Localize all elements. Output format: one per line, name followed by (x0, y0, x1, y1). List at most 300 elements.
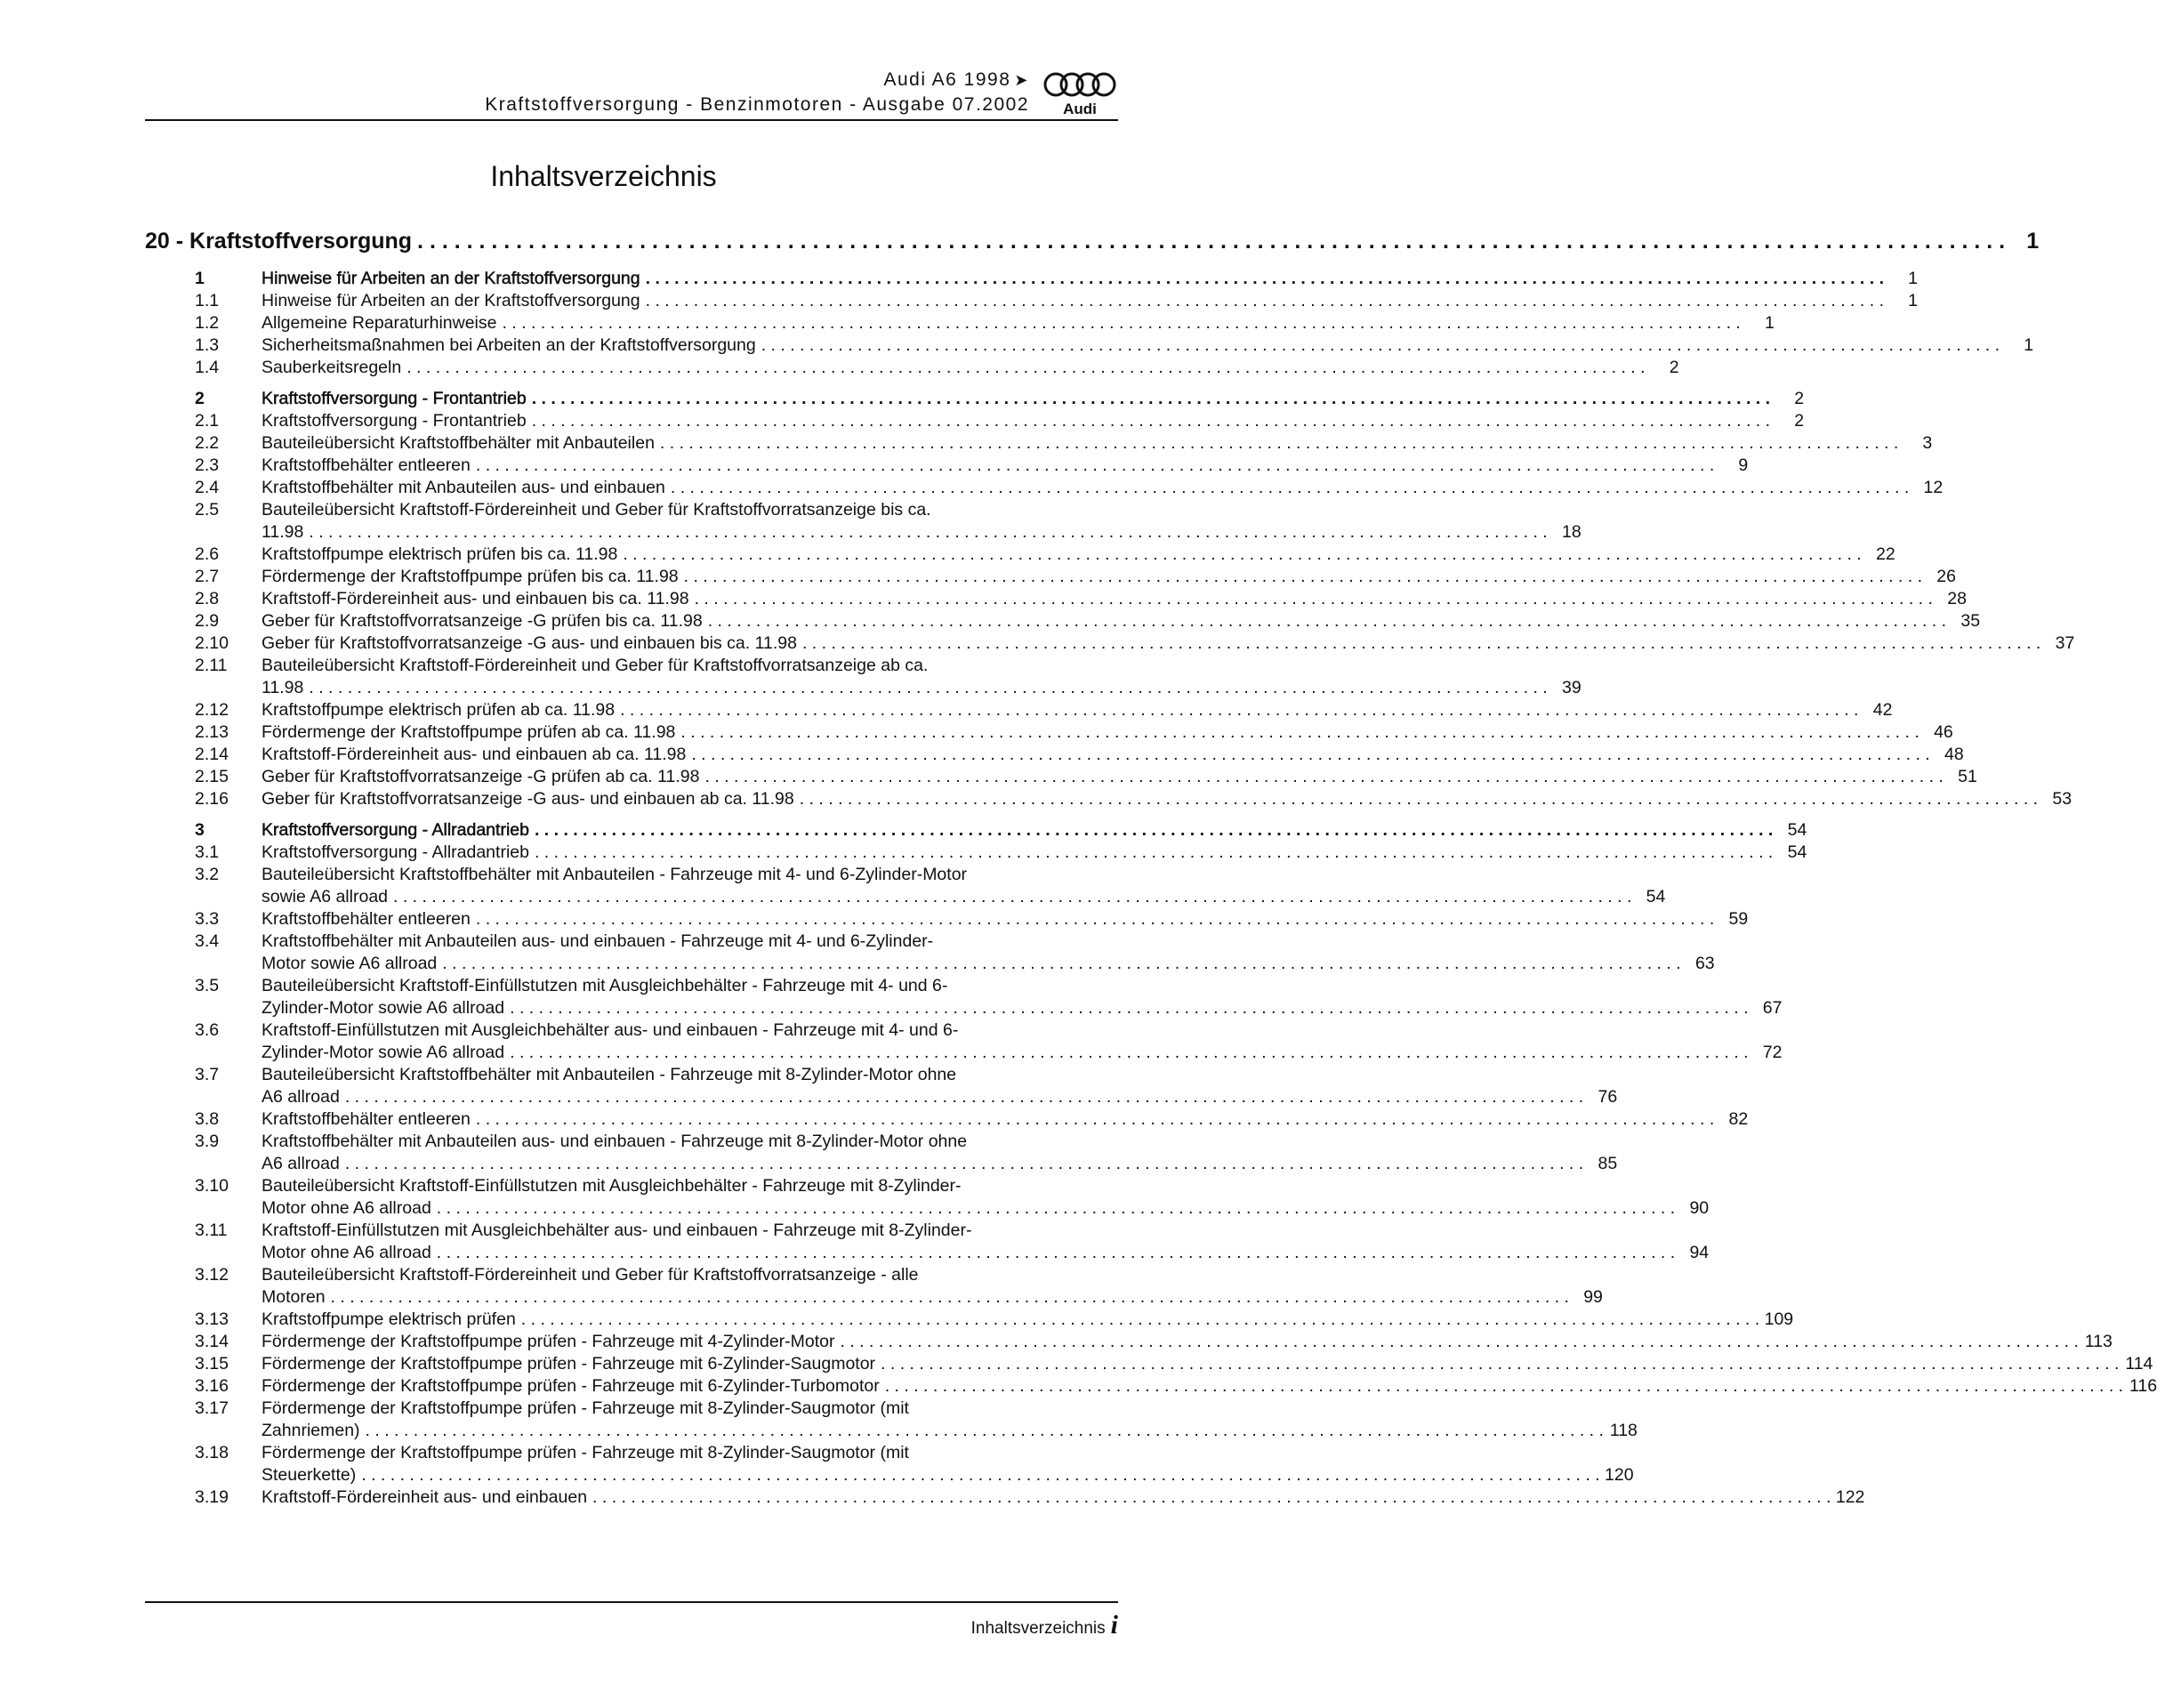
entry-last-line (262, 1464, 1634, 1486)
entry-body (262, 610, 1980, 632)
entry-title-line: Bauteileübersicht Kraftstoff-Fördereinheit und Geber für Kraftstoffvorratsanzeige - alle (262, 1265, 919, 1285)
dot-leader (535, 842, 1773, 864)
entry-page: 26 (1936, 567, 1956, 586)
toc-entry[interactable] (145, 1175, 1710, 1220)
entry-last-line (262, 455, 1748, 477)
entry-number: 2.7 (195, 567, 220, 586)
entry-title-line: Kraftstoff-Fördereinheit aus- und einbauen (262, 1487, 588, 1507)
entry-page: 90 (1689, 1198, 1710, 1218)
entry-page: 1 (1908, 291, 1918, 310)
toc-section[interactable] (145, 268, 1918, 290)
entry-number: 3.8 (195, 1109, 220, 1129)
entry-body (262, 1486, 1864, 1509)
entry-page: 2 (1794, 389, 1805, 408)
entry-last-line (262, 290, 1918, 312)
audi-logo (1042, 69, 1118, 121)
entry-page: 99 (1583, 1287, 1603, 1307)
entry-last-line (262, 1486, 1864, 1509)
entry-number: 1 (195, 269, 205, 288)
entry-page: 46 (1934, 722, 1953, 742)
entry-title-line: Kraftstoffbehälter entleeren (262, 1109, 471, 1129)
entry-page: 18 (1562, 522, 1582, 542)
entry-title-line: Bauteileübersicht Kraftstoff-Einfüllstutzen mit Ausgleichbehälter - Fahrzeuge mit 4- und 6- (262, 976, 948, 995)
toc-entry[interactable] (145, 632, 2075, 655)
toc-entry[interactable] (145, 1375, 2157, 1398)
entry-title-line: Fördermenge der Kraftstoffpumpe prüfen - Fahrzeuge mit 4-Zylinder-Motor (262, 1332, 835, 1351)
entry-title-line: A6 allroad (262, 1154, 340, 1173)
entry-page: 54 (1787, 842, 1807, 862)
toc-entry[interactable] (145, 455, 1749, 477)
entry-page: 59 (1728, 909, 1749, 929)
entry-body (262, 290, 1918, 312)
toc-section[interactable] (145, 388, 1805, 410)
toc-entry[interactable] (145, 290, 1918, 312)
entry-body (262, 788, 2072, 810)
entry-last-line (262, 788, 2072, 810)
entry-title-line: Zahnriemen) (262, 1421, 360, 1440)
entry-number: 2.8 (195, 589, 220, 608)
entry-body (262, 1064, 1617, 1108)
entry-title-line: Kraftstoffversorgung - Allradantrieb (262, 820, 529, 840)
entry-number: 3.14 (195, 1332, 229, 1351)
entry-number: 3.7 (195, 1065, 220, 1084)
toc-entry[interactable] (145, 864, 1666, 908)
entry-body (262, 334, 2033, 357)
entry-page: 39 (1562, 678, 1582, 697)
entry-last-line (262, 721, 1953, 744)
entry-body (262, 655, 1582, 699)
entry-body (262, 1353, 2153, 1375)
entry-last-line (262, 997, 1782, 1019)
entry-last-line (262, 842, 1807, 864)
entry-page: 1 (1908, 269, 1918, 288)
toc-entry[interactable] (145, 477, 1944, 499)
entry-title-line: Zylinder-Motor sowie A6 allroad (262, 1043, 505, 1062)
entry-last-line (262, 886, 1665, 908)
entry-number: 2 (195, 389, 205, 408)
header-model: Audi A6 1998 (883, 69, 1011, 90)
toc-entry[interactable] (145, 1486, 1865, 1509)
footer-divider (145, 1601, 1118, 1603)
entry-title-line: Geber für Kraftstoffvorratsanzeige -G aus- und einbauen bis ca. 11.98 (262, 633, 797, 653)
entry-title-line: Bauteileübersicht Kraftstoff-Fördereinheit und Geber für Kraftstoffvorratsanzeige ab ca. (262, 656, 929, 675)
dot-leader (620, 699, 1858, 721)
entry-page: 118 (1609, 1421, 1638, 1440)
toc-entry[interactable] (145, 788, 2072, 810)
entry-body (262, 268, 1918, 290)
toc-entry[interactable] (145, 842, 1807, 864)
entry-title-line: Bauteileübersicht Kraftstoffbehälter mit Anbauteilen (262, 433, 655, 453)
entry-title-line: Geber für Kraftstoffvorratsanzeige -G prüfen bis ca. 11.98 (262, 611, 703, 631)
entry-last-line (262, 1286, 1603, 1309)
entry-body (262, 1442, 1634, 1486)
entry-last-line (262, 268, 1918, 290)
entry-title-line: Fördermenge der Kraftstoffpumpe prüfen - Fahrzeuge mit 6-Zylinder-Saugmotor (262, 1354, 876, 1374)
toc-entry[interactable] (145, 544, 1895, 566)
toc-section[interactable] (145, 819, 1807, 842)
entry-page: 9 (1738, 455, 1749, 475)
entry-title-line: Allgemeine Reparaturhinweise (262, 313, 497, 333)
toc-entry[interactable] (145, 1353, 2153, 1375)
entry-last-line (262, 819, 1807, 842)
entry-title-line: Zylinder-Motor sowie A6 allroad (262, 998, 505, 1018)
toc-entry[interactable] (145, 1331, 2113, 1353)
entry-number: 3.12 (195, 1265, 229, 1285)
entry-body (262, 388, 1804, 410)
toc-entry[interactable] (145, 908, 1749, 931)
entry-number: 2.3 (195, 455, 220, 475)
entry-number: 3.1 (195, 842, 220, 862)
entry-page: 76 (1598, 1087, 1618, 1107)
entry-title-line: Bauteileübersicht Kraftstoffbehälter mit Anbauteilen - Fahrzeuge mit 8-Zylinder-Motor ohne (262, 1065, 957, 1084)
dot-leader (646, 268, 1884, 290)
entry-number: 2.16 (195, 789, 229, 809)
page-footer (971, 1610, 1118, 1640)
entry-last-line (262, 1108, 1748, 1131)
toc-entry[interactable] (145, 610, 1981, 632)
entry-title-line: Motor ohne A6 allroad (262, 1198, 431, 1218)
dot-leader (841, 1331, 2079, 1353)
entry-title-line: Kraftstoffpumpe elektrisch prüfen bis ca. 11.98 (262, 544, 618, 564)
entry-title-line: Fördermenge der Kraftstoffpumpe prüfen - Fahrzeuge mit 8-Zylinder-Saugmotor (mit (262, 1398, 909, 1418)
header-divider (145, 119, 1118, 121)
entry-page: 67 (1762, 998, 1783, 1018)
entry-number: 2.14 (195, 745, 229, 764)
dot-leader (695, 588, 1933, 610)
entry-page: 54 (1646, 887, 1666, 906)
entry-title-line: Steuerkette) (262, 1465, 357, 1485)
toc-entry[interactable] (145, 655, 1582, 699)
entry-page: 109 (1764, 1309, 1794, 1329)
entry-body (262, 766, 1977, 788)
toc-entry[interactable] (145, 1108, 1749, 1131)
entry-body (262, 632, 2074, 655)
dot-leader (476, 455, 1714, 477)
entry-last-line (262, 432, 1932, 455)
toc-entry[interactable] (145, 1264, 1603, 1309)
entry-last-line (262, 477, 1943, 499)
toc-entry[interactable] (145, 410, 1805, 432)
entry-body (262, 1175, 1709, 1220)
entry-page: 114 (2125, 1354, 2153, 1374)
entry-title-line: Motor ohne A6 allroad (262, 1243, 431, 1262)
dot-leader (708, 610, 1946, 632)
entry-title-line: Kraftstoffbehälter entleeren (262, 909, 471, 929)
entry-title-line: Kraftstoffpumpe elektrisch prüfen (262, 1309, 516, 1329)
toc-chapter[interactable] (145, 229, 2040, 259)
entry-title-line: Kraftstoffpumpe elektrisch prüfen ab ca. 11.98 (262, 700, 616, 720)
entry-number: 3.4 (195, 931, 220, 951)
dot-leader (331, 1286, 1569, 1309)
entry-last-line (262, 677, 1582, 699)
entry-last-line (262, 588, 1967, 610)
entry-title-line: Kraftstoffbehälter entleeren (262, 455, 471, 475)
toc-entry[interactable] (145, 766, 1977, 788)
table-of-contents (145, 229, 2157, 1509)
entry-last-line (262, 388, 1804, 410)
entry-body (262, 1108, 1748, 1131)
entry-body (262, 975, 1782, 1019)
dot-leader (309, 677, 1547, 699)
entry-body (262, 499, 1582, 544)
entry-last-line (262, 744, 1964, 766)
entry-body (262, 1264, 1603, 1309)
toc-entry[interactable] (145, 931, 1715, 975)
entry-last-line (262, 699, 1892, 721)
entry-title-line: Fördermenge der Kraftstoffpumpe prüfen - Fahrzeuge mit 8-Zylinder-Saugmotor (mit (262, 1443, 909, 1462)
entry-page: 37 (2055, 633, 2075, 653)
dot-leader (592, 1486, 1831, 1509)
dot-leader (680, 721, 1919, 744)
header-subtitle: Kraftstoffversorgung - Benzinmotoren - Ausgabe 07.2002 (485, 94, 1029, 115)
entry-number: 1.2 (195, 313, 220, 333)
dot-leader (881, 1353, 2119, 1375)
dot-leader (417, 229, 2005, 254)
toc-entry[interactable] (145, 1131, 1618, 1175)
entry-number: 3.13 (195, 1309, 229, 1329)
chapter-title: 20 - Kraftstoffversorgung (145, 229, 413, 254)
dot-leader (476, 908, 1714, 931)
entry-last-line (262, 908, 1748, 931)
dot-leader (437, 1197, 1675, 1220)
entry-title-line: sowie A6 allroad (262, 887, 389, 906)
entry-last-line (262, 566, 1956, 588)
entry-title-line: Geber für Kraftstoffvorratsanzeige -G prüfen ab ca. 11.98 (262, 767, 700, 786)
entry-title-line: Kraftstoff-Einfüllstutzen mit Ausgleichbehälter aus- und einbauen - Fahrzeuge mit 4- und 6- (262, 1020, 959, 1040)
entry-page: 85 (1598, 1154, 1618, 1173)
entry-body (262, 1309, 1793, 1331)
entry-page: 82 (1728, 1109, 1749, 1129)
entry-page: 28 (1947, 589, 1967, 608)
entry-body (262, 1375, 2157, 1398)
entry-page: 1 (1764, 313, 1775, 333)
entry-last-line (262, 1242, 1709, 1264)
entry-body (262, 357, 1679, 379)
entry-number: 2.1 (195, 411, 220, 431)
dot-leader (623, 544, 1861, 566)
entry-last-line (262, 357, 1679, 379)
entry-number: 2.2 (195, 433, 220, 453)
entry-page: 63 (1694, 954, 1715, 973)
toc-entry[interactable] (145, 1309, 1794, 1331)
entry-page: 53 (2052, 789, 2072, 809)
entry-body (262, 699, 1892, 721)
entry-last-line (262, 334, 2033, 357)
dot-leader (437, 1242, 1675, 1264)
toc-entry[interactable] (145, 744, 1964, 766)
entry-number: 2.12 (195, 700, 229, 720)
entry-body (262, 588, 1967, 610)
entry-page: 12 (1923, 478, 1944, 497)
arrow-right-icon: ➤ (1014, 71, 1029, 89)
dot-leader (521, 1309, 1759, 1331)
dot-leader (366, 1420, 1604, 1442)
dot-leader (532, 388, 1770, 410)
dot-leader (510, 997, 1748, 1019)
dot-leader (309, 521, 1547, 544)
entry-number: 3.2 (195, 865, 220, 884)
entry-number: 3 (195, 820, 205, 840)
dot-leader (885, 1375, 2123, 1398)
dot-leader (691, 744, 1929, 766)
dot-leader (704, 766, 1943, 788)
dot-leader (442, 953, 1680, 975)
entry-number: 3.16 (195, 1376, 229, 1396)
entry-title-line: Kraftstoffversorgung - Frontantrieb (262, 389, 527, 408)
footer-label: Inhaltsverzeichnis (970, 1619, 1106, 1638)
entry-last-line (262, 410, 1804, 432)
entry-page: 120 (1605, 1465, 1634, 1485)
entry-last-line (262, 1153, 1617, 1175)
toc-entry[interactable] (145, 699, 1893, 721)
header-model-line (883, 69, 1029, 91)
entry-title-line: A6 allroad (262, 1087, 340, 1107)
entry-number: 2.11 (195, 656, 228, 675)
entry-title-line: Fördermenge der Kraftstoffpumpe prüfen bis ca. 11.98 (262, 567, 679, 586)
entry-number: 3.6 (195, 1020, 220, 1040)
toc-entry[interactable] (145, 499, 1582, 544)
dot-leader (502, 312, 1740, 334)
entry-body (262, 1398, 1638, 1442)
entry-body (262, 744, 1964, 766)
entry-body (262, 842, 1807, 864)
toc-entry[interactable] (145, 975, 1783, 1019)
entry-body (262, 864, 1665, 908)
entry-body (262, 410, 1804, 432)
entry-body (262, 477, 1943, 499)
entry-last-line (262, 610, 1980, 632)
entry-number: 3.11 (195, 1221, 228, 1240)
entry-last-line (262, 1375, 2157, 1398)
entry-page: 48 (1944, 745, 1964, 764)
entry-last-line (262, 544, 1895, 566)
entry-body (262, 1131, 1617, 1175)
entry-page: 116 (2129, 1376, 2157, 1396)
entry-number: 3.18 (195, 1443, 229, 1462)
entry-title-line: Kraftstoffversorgung - Frontantrieb (262, 411, 527, 431)
entry-last-line (262, 1197, 1709, 1220)
dot-leader (510, 1042, 1748, 1064)
toc-entry[interactable] (145, 334, 2034, 357)
dot-leader (535, 819, 1773, 842)
entry-last-line (262, 1086, 1617, 1108)
entry-last-line (262, 1331, 2113, 1353)
entry-number: 2.10 (195, 633, 229, 653)
entry-title-line: 11.98 (262, 522, 304, 542)
entry-number: 1.4 (195, 358, 220, 377)
dot-leader (671, 477, 1909, 499)
entry-body (262, 819, 1807, 842)
entry-body (262, 931, 1715, 975)
entry-page: 113 (2084, 1332, 2113, 1351)
toc-entry[interactable] (145, 1442, 1634, 1486)
entry-body (262, 908, 1748, 931)
entry-title-line: Kraftstoffversorgung - Allradantrieb (262, 842, 529, 862)
entry-title-line: Kraftstoff-Einfüllstutzen mit Ausgleichbehälter aus- und einbauen - Fahrzeuge mit 8-Zylinder- (262, 1221, 972, 1240)
entry-body (262, 544, 1895, 566)
dot-leader (476, 1108, 1714, 1131)
footer-page-marker: i (1110, 1610, 1118, 1640)
entry-body (262, 566, 1956, 588)
dot-leader (646, 290, 1884, 312)
dot-leader (361, 1464, 1599, 1486)
entry-page: 42 (1872, 700, 1893, 720)
entry-title-line: Bauteileübersicht Kraftstoff-Einfüllstutzen mit Ausgleichbehälter - Fahrzeuge mit 8-Zylinder- (262, 1176, 962, 1196)
entry-title-line: Fördermenge der Kraftstoffpumpe prüfen ab ca. 11.98 (262, 722, 676, 742)
entry-body (262, 1220, 1709, 1264)
entry-page: 122 (1835, 1487, 1865, 1507)
toc-entry[interactable] (145, 1398, 1638, 1442)
entry-number: 3.3 (195, 909, 220, 929)
toc-entry[interactable] (145, 1019, 1783, 1064)
entry-title-line: Motor sowie A6 allroad (262, 954, 438, 973)
dot-leader (761, 334, 2000, 357)
entry-last-line (262, 953, 1715, 975)
entry-last-line (262, 1309, 1793, 1331)
entry-last-line (262, 1042, 1782, 1064)
entry-page: 35 (1960, 611, 1981, 631)
entry-last-line (262, 312, 1775, 334)
toc-entry[interactable] (145, 566, 1956, 588)
entry-title-line: Bauteileübersicht Kraftstoff-Fördereinheit und Geber für Kraftstoffvorratsanzeige bis ca. (262, 500, 931, 520)
entry-last-line (262, 1353, 2153, 1375)
dot-leader (345, 1153, 1583, 1175)
entry-page: 72 (1762, 1043, 1783, 1062)
entry-number: 3.9 (195, 1132, 220, 1151)
entry-number: 1.3 (195, 335, 220, 355)
dot-leader (660, 432, 1898, 455)
entry-title-line: Fördermenge der Kraftstoffpumpe prüfen - Fahrzeuge mit 6-Zylinder-Turbomotor (262, 1376, 880, 1396)
entry-page: 3 (1922, 433, 1933, 453)
entry-number: 3.17 (195, 1398, 229, 1418)
entry-number: 2.6 (195, 544, 220, 564)
entry-last-line (262, 632, 2074, 655)
dot-leader (345, 1086, 1583, 1108)
toc-entry[interactable] (145, 312, 1775, 334)
entry-title-line: Hinweise für Arbeiten an der Kraftstoffversorgung (262, 269, 640, 288)
entry-number: 3.5 (195, 976, 220, 995)
entry-body (262, 432, 1932, 455)
entry-number: 2.15 (195, 767, 229, 786)
entry-title-line: 11.98 (262, 678, 304, 697)
dot-leader (802, 632, 2040, 655)
entry-page: 54 (1787, 820, 1807, 840)
entry-page: 22 (1876, 544, 1895, 564)
toc-entry[interactable] (145, 357, 1679, 379)
entry-body (262, 1019, 1782, 1064)
entry-title-line: Kraftstoffbehälter mit Anbauteilen aus- und einbauen - Fahrzeuge mit 4- und 6-Zylinder- (262, 931, 934, 951)
entry-title-line: Sicherheitsmaßnahmen bei Arbeiten an der Kraftstoffversorgung (262, 335, 756, 355)
entry-title-line: Kraftstoffbehälter mit Anbauteilen aus- und einbauen (262, 478, 665, 497)
entry-title-line: Kraftstoff-Fördereinheit aus- und einbauen ab ca. 11.98 (262, 745, 687, 764)
entry-title-line: Kraftstoffbehälter mit Anbauteilen aus- und einbauen - Fahrzeuge mit 8-Zylinder-Motor ohne (262, 1132, 968, 1151)
toc-entry[interactable] (145, 721, 1953, 744)
entry-number: 3.15 (195, 1354, 229, 1374)
toc-entry[interactable] (145, 588, 1967, 610)
entry-body (262, 312, 1775, 334)
entry-page: 51 (1958, 767, 1977, 786)
logo-wordmark: Audi (1063, 101, 1097, 117)
entry-body (262, 455, 1748, 477)
entry-last-line (262, 521, 1582, 544)
chapter-page: 1 (2026, 229, 2040, 254)
toc-entry[interactable] (145, 432, 1933, 455)
toc-entry[interactable] (145, 1064, 1618, 1108)
toc-entry[interactable] (145, 1220, 1710, 1264)
entry-number: 3.10 (195, 1176, 229, 1196)
entry-title-line: Sauberkeitsregeln (262, 358, 402, 377)
entry-page: 94 (1689, 1243, 1710, 1262)
